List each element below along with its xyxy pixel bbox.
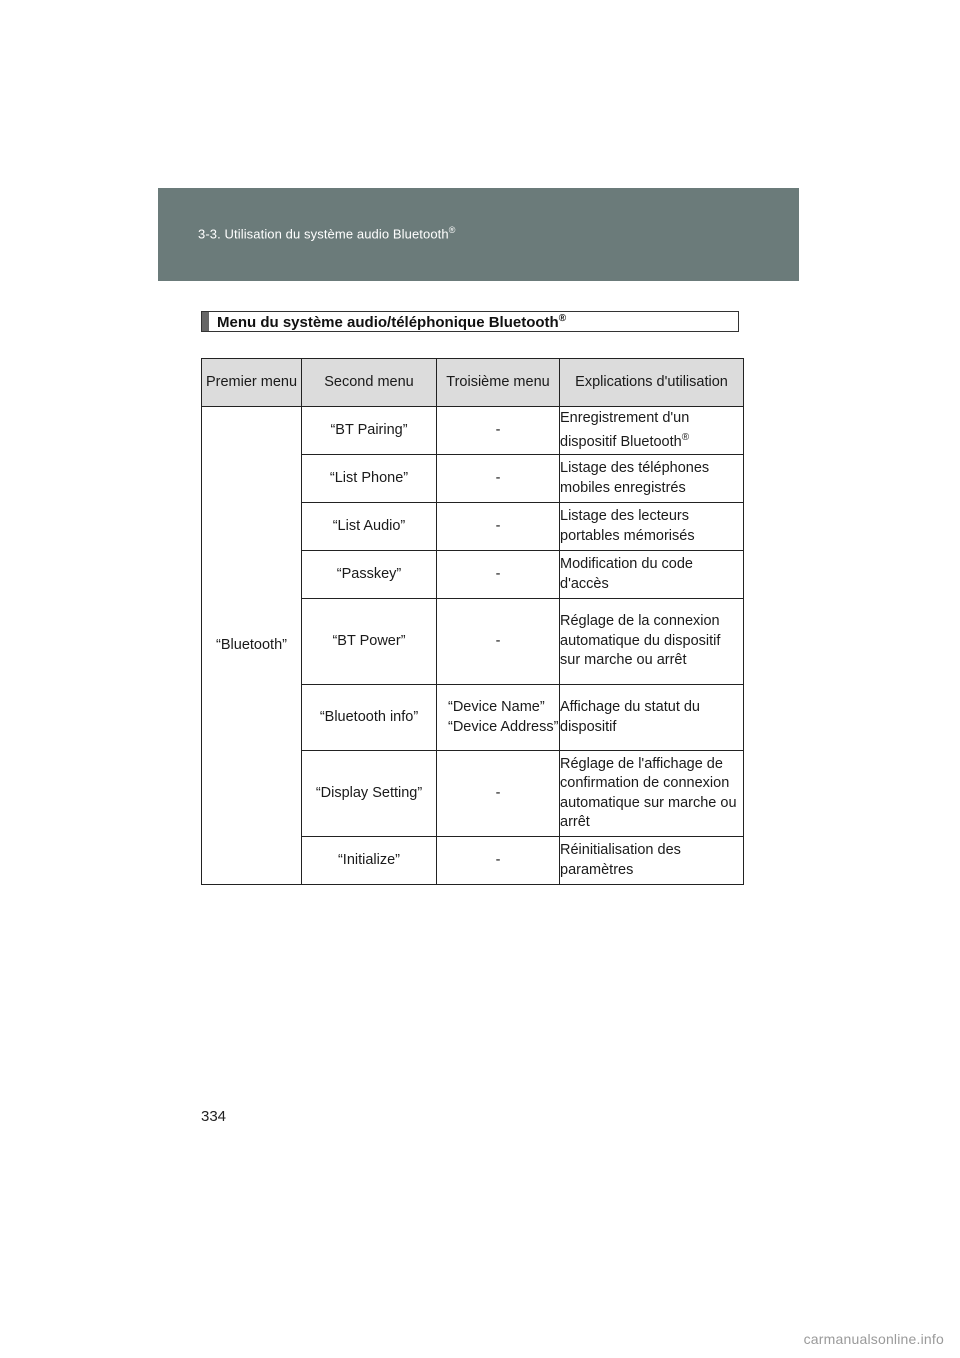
third-menu-cell [437, 685, 560, 751]
second-menu-cell: “BT Pairing” [302, 407, 437, 455]
third-menu-cell: - [437, 407, 560, 455]
column-header-first-menu: Premier menu [202, 359, 302, 407]
third-menu-cell: - [437, 503, 560, 551]
second-menu-cell: “Initialize” [302, 837, 437, 885]
second-menu-cell: “Display Setting” [302, 751, 437, 837]
column-header-second-menu: Second menu [302, 359, 437, 407]
explanation-cell: Listage des téléphones mobiles enregistrés [560, 455, 744, 503]
registered-mark: ® [448, 225, 456, 235]
third-menu-cell: - [437, 455, 560, 503]
column-header-third-menu: Troisième menu [437, 359, 560, 407]
registered-mark: ® [681, 432, 690, 444]
explanation-cell: Réglage de l'affichage de confirmation de connexion automatique sur marche ou arrêt [560, 751, 744, 837]
bluetooth-menu-table [201, 358, 744, 885]
third-menu-device-name: “Device Name” [448, 699, 545, 715]
watermark-link[interactable]: carmanualsonline.info [803, 1331, 944, 1347]
section-heading [201, 311, 739, 332]
explanation-cell: Modification du code d'accès [560, 551, 744, 599]
explanation-cell: Réglage de la connexion automatique du dispositif sur marche ou arrêt [560, 599, 744, 685]
third-menu-cell: - [437, 837, 560, 885]
chapter-title: 3-3. Utilisation du système audio Bluetooth® [198, 225, 456, 242]
third-menu-cell: - [437, 551, 560, 599]
first-menu-cell: “Bluetooth” [202, 407, 302, 885]
explanation-cell: Réinitialisation des paramètres [560, 837, 744, 885]
third-menu-device-address: “Device Address” [448, 718, 559, 735]
explanation-cell: Affichage du statut du dispositif [560, 685, 744, 751]
table-header-row [202, 359, 744, 407]
third-menu-cell: - [437, 751, 560, 837]
second-menu-cell: “BT Power” [302, 599, 437, 685]
second-menu-cell: “Passkey” [302, 551, 437, 599]
page-number: 334 [201, 1108, 227, 1125]
second-menu-cell: “Bluetooth info” [302, 685, 437, 751]
second-menu-cell: “List Audio” [302, 503, 437, 551]
table-row [202, 407, 744, 455]
second-menu-cell: “List Phone” [302, 455, 437, 503]
third-menu-cell: - [437, 599, 560, 685]
section-heading-text: Menu du système audio/téléphonique Bluetooth® [217, 312, 567, 331]
column-header-explanation: Explications d'utilisation [560, 359, 744, 407]
chapter-header-band [158, 188, 799, 281]
registered-mark: ® [558, 312, 567, 324]
explanation-cell: Enregistrement d'un dispositif Bluetooth® [560, 407, 744, 455]
explanation-cell: Listage des lecteurs portables mémorisés [560, 503, 744, 551]
section-heading-accent-bar [202, 312, 209, 331]
